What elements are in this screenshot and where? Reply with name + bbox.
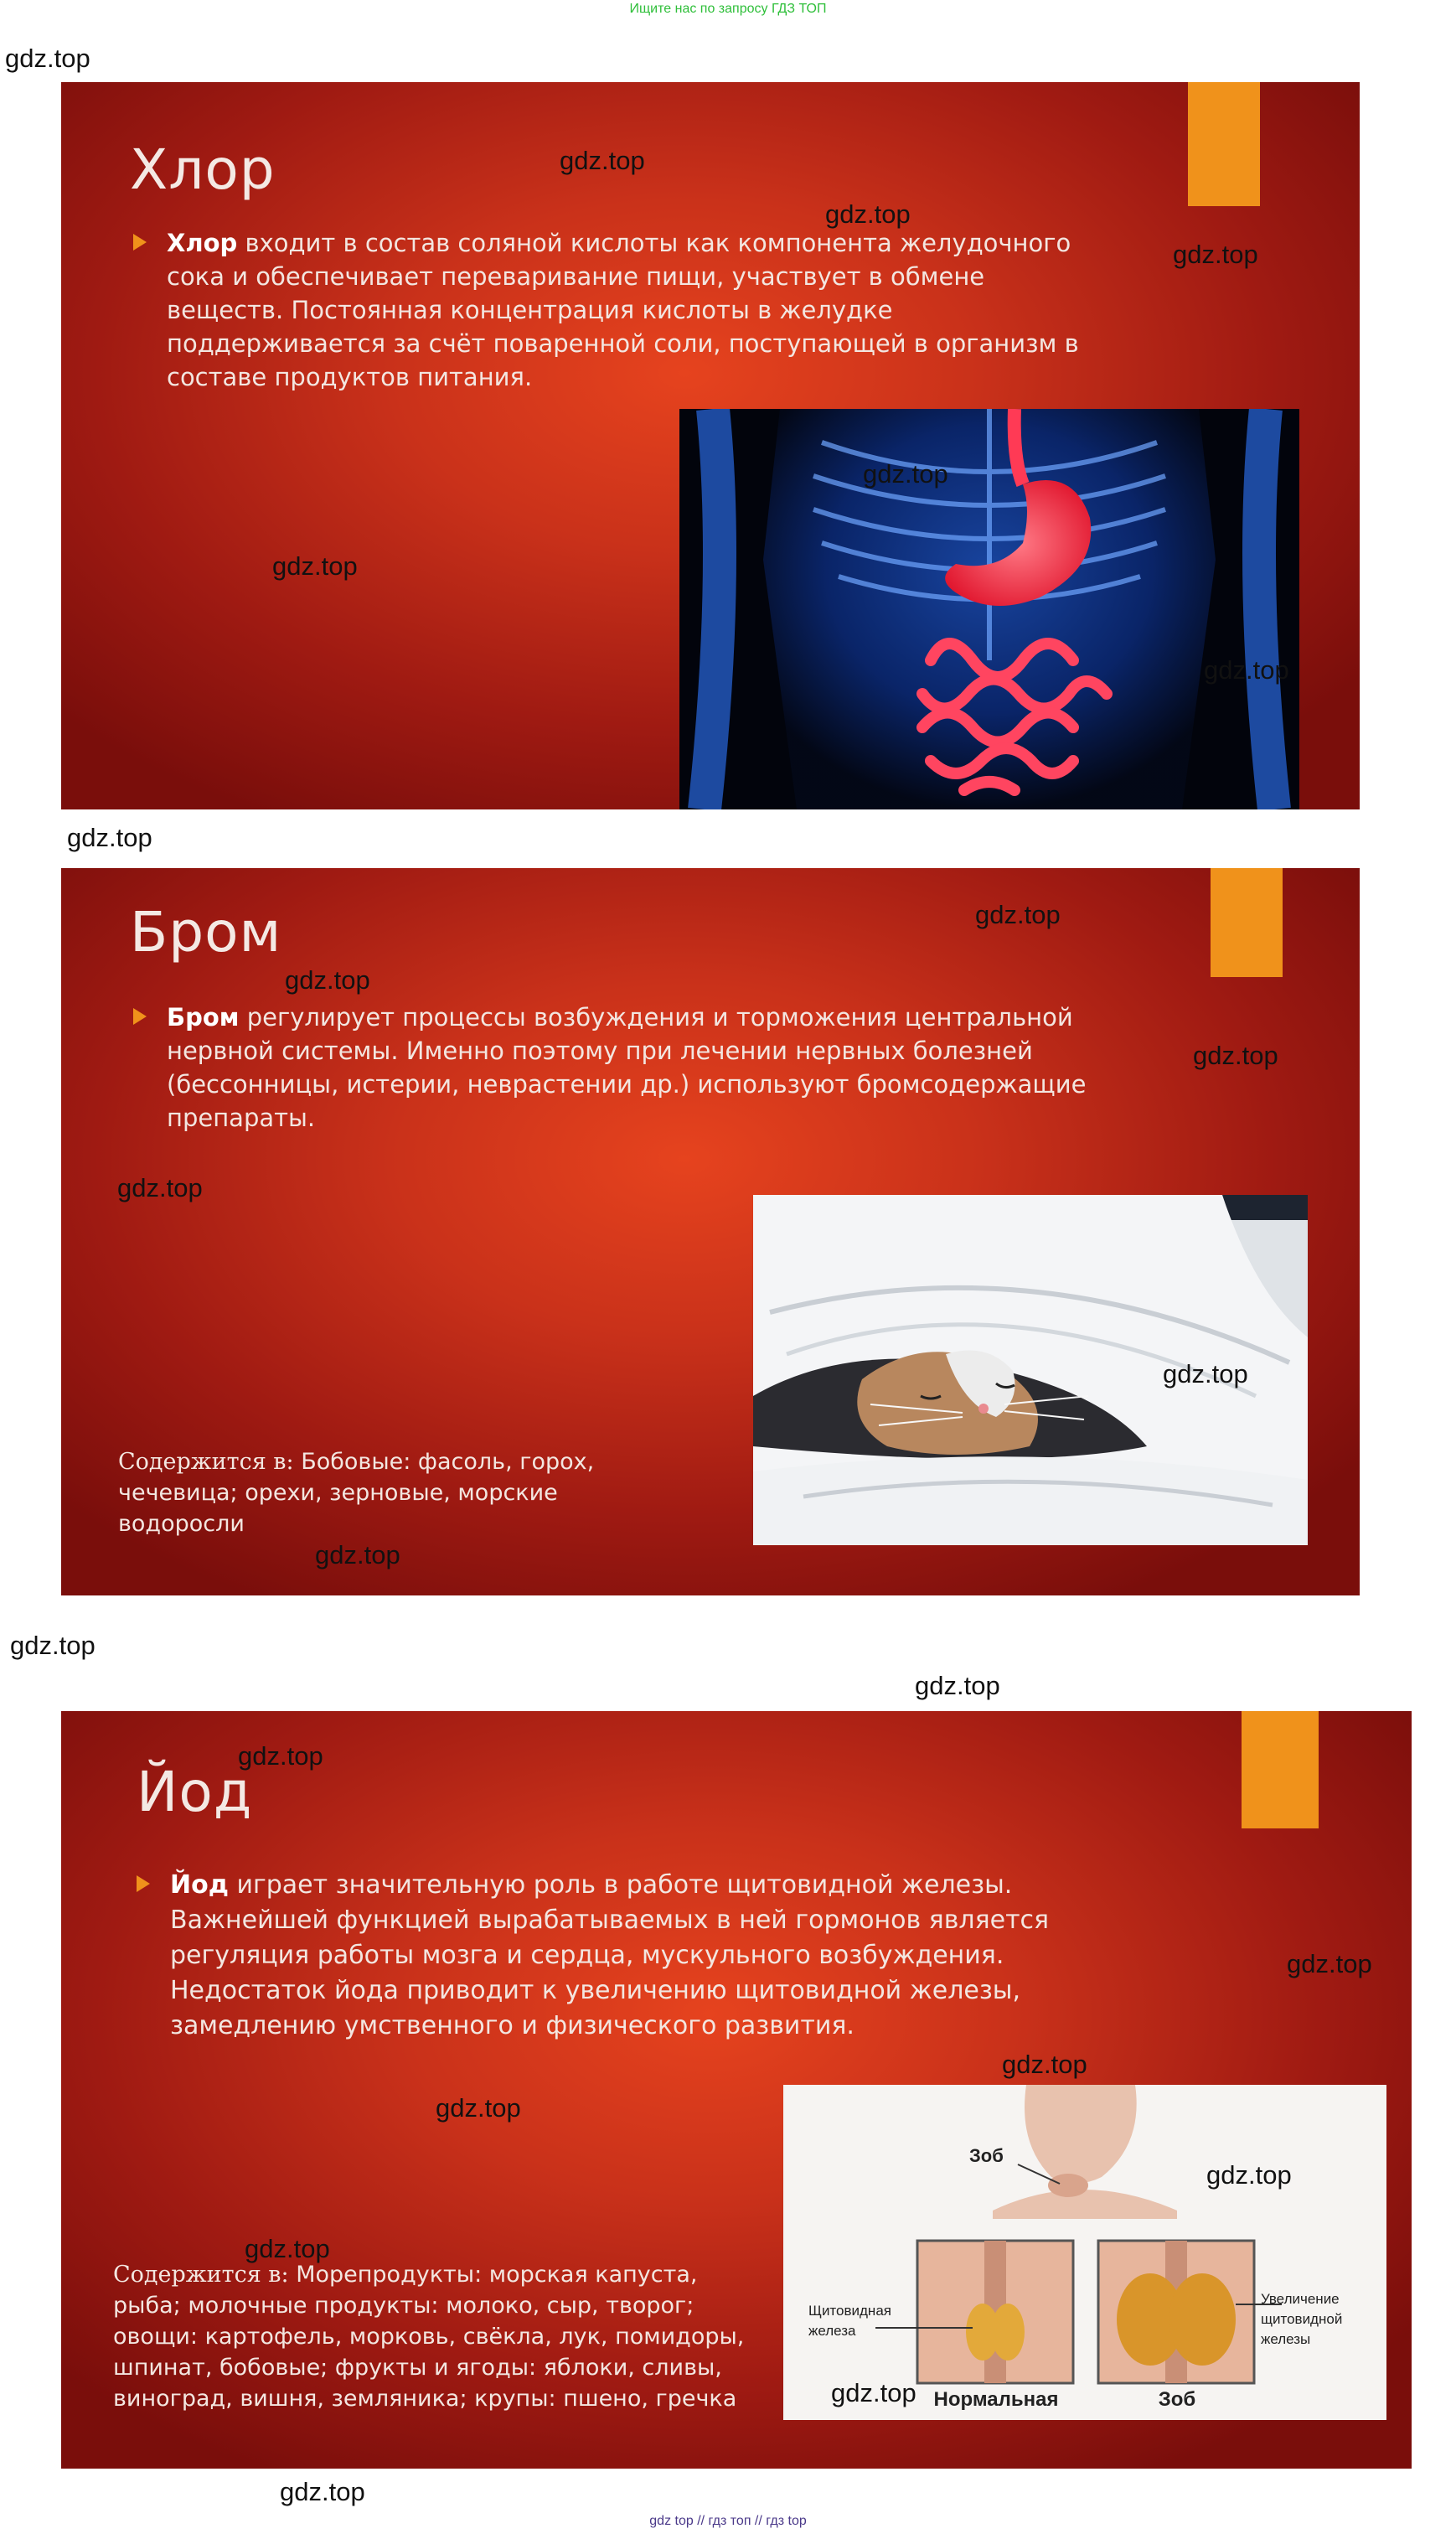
bullet-item [137,1868,1159,2044]
watermark: gdz.top [560,146,645,175]
watermark: gdz.top [1287,1949,1372,1978]
slide-bromine [61,868,1360,1595]
bullet-bold-term: Бром [167,1003,240,1032]
watermark: gdz.top [1206,2160,1292,2190]
watermark: gdz.top [863,459,948,489]
slide-title: Хлор [130,137,276,202]
bullet-body: играет значительную роль в работе щитовидной железы. Важнейшей функцией вырабатываемых в ней гормонов является регуляция работы мозга и сердца, мускульного возбуждения. Недостаток йода приводит к увеличению щитовидной железы, замедлению умственного и физического развития. [170,1870,1050,2040]
bullet-bold-term: Йод [170,1870,229,1900]
watermark: gdz.top [1193,1041,1278,1070]
watermark: gdz.top [915,1671,1000,1700]
watermark: gdz.top [1173,240,1258,269]
slide-title: Йод [137,1760,253,1824]
stomach-image [679,409,1299,809]
bullet-item [133,1001,1088,1135]
slide-chlorine [61,82,1360,809]
sources-label: Содержится в: [113,2262,289,2288]
bullet-text [167,226,1088,394]
bullet-triangle-icon [137,1875,150,1892]
watermark: gdz.top [1002,2050,1087,2079]
sources-list: Бобовые: фасоль, горох, чечевица; орехи, зерновые, морские водоросли [118,1449,595,1537]
bullet-text [167,1001,1088,1135]
goiter-caption: Зоб [1158,2388,1196,2411]
thyroid-illustration-icon [783,2085,1386,2420]
watermark: gdz.top [5,44,90,73]
bullet-body: входит в состав соляной кислоты как компонента желудочного сока и обеспечивает переваривание пищи, участвует в обмене веществ. Постоянная концентрация кислоты в желудке поддерживается за счёт поваренной соли, поступающей в организм в составе продуктов питания. [167,229,1079,391]
footer-links[interactable]: gdz top // гдз топ // гдз top [649,2514,807,2528]
watermark: gdz.top [238,1741,323,1771]
accent-bar [1211,868,1283,977]
bullet-triangle-icon [133,1008,147,1025]
watermark: gdz.top [825,199,911,229]
thyroid-diagram [783,2085,1386,2420]
normal-caption: Нормальная [933,2388,1059,2411]
stomach-xray-icon [679,409,1299,809]
goiter-label: Зоб [969,2145,1004,2166]
slide-iodine [61,1711,1412,2469]
watermark: gdz.top [831,2378,916,2407]
sources-list: Морепродукты: морская капуста, рыба; молочные продукты: молоко, сыр, творог; овощи: картофель, морковь, свёкла, лук, помидоры, шпинат, бобовые; фрукты и ягоды: яблоки, сливы, виноград, вишня, земляника; крупы: пшено, гречка [113,2262,745,2412]
watermark: gdz.top [272,551,358,581]
watermark: gdz.top [245,2234,330,2263]
watermark: gdz.top [1163,1359,1248,1388]
sources-text [118,1446,638,1539]
watermark: gdz.top [975,900,1061,929]
sources-label: Содержится в: [118,1449,294,1475]
accent-bar [1242,1711,1319,1828]
watermark: gdz.top [1204,655,1289,685]
enlarged-thyroid-label: Увеличение щитовидной железы [1261,2291,1343,2347]
thyroid-label: Щитовидная железа [808,2303,891,2339]
bullet-bold-term: Хлор [167,229,238,257]
bullet-body: регулирует процессы возбуждения и торможения центральной нервной системы. Именно поэтому при лечении нервных болезней (бессонницы, истерии, неврастении др.) используют бромсодержащие препараты. [167,1003,1087,1132]
watermark: gdz.top [117,1173,203,1202]
watermark: gdz.top [10,1631,96,1660]
bullet-triangle-icon [133,234,147,251]
bullet-item [133,226,1088,394]
watermark: gdz.top [67,823,152,852]
search-hint-link[interactable]: Ищите нас по запросу ГДЗ ТОП [629,2,827,16]
watermark: gdz.top [315,1540,400,1569]
bullet-text [170,1868,1159,2044]
accent-bar [1188,82,1260,206]
watermark: gdz.top [436,2093,521,2123]
sources-text [113,2259,750,2414]
watermark: gdz.top [280,2477,365,2506]
watermark: gdz.top [285,965,370,995]
slide-title: Бром [130,900,282,964]
